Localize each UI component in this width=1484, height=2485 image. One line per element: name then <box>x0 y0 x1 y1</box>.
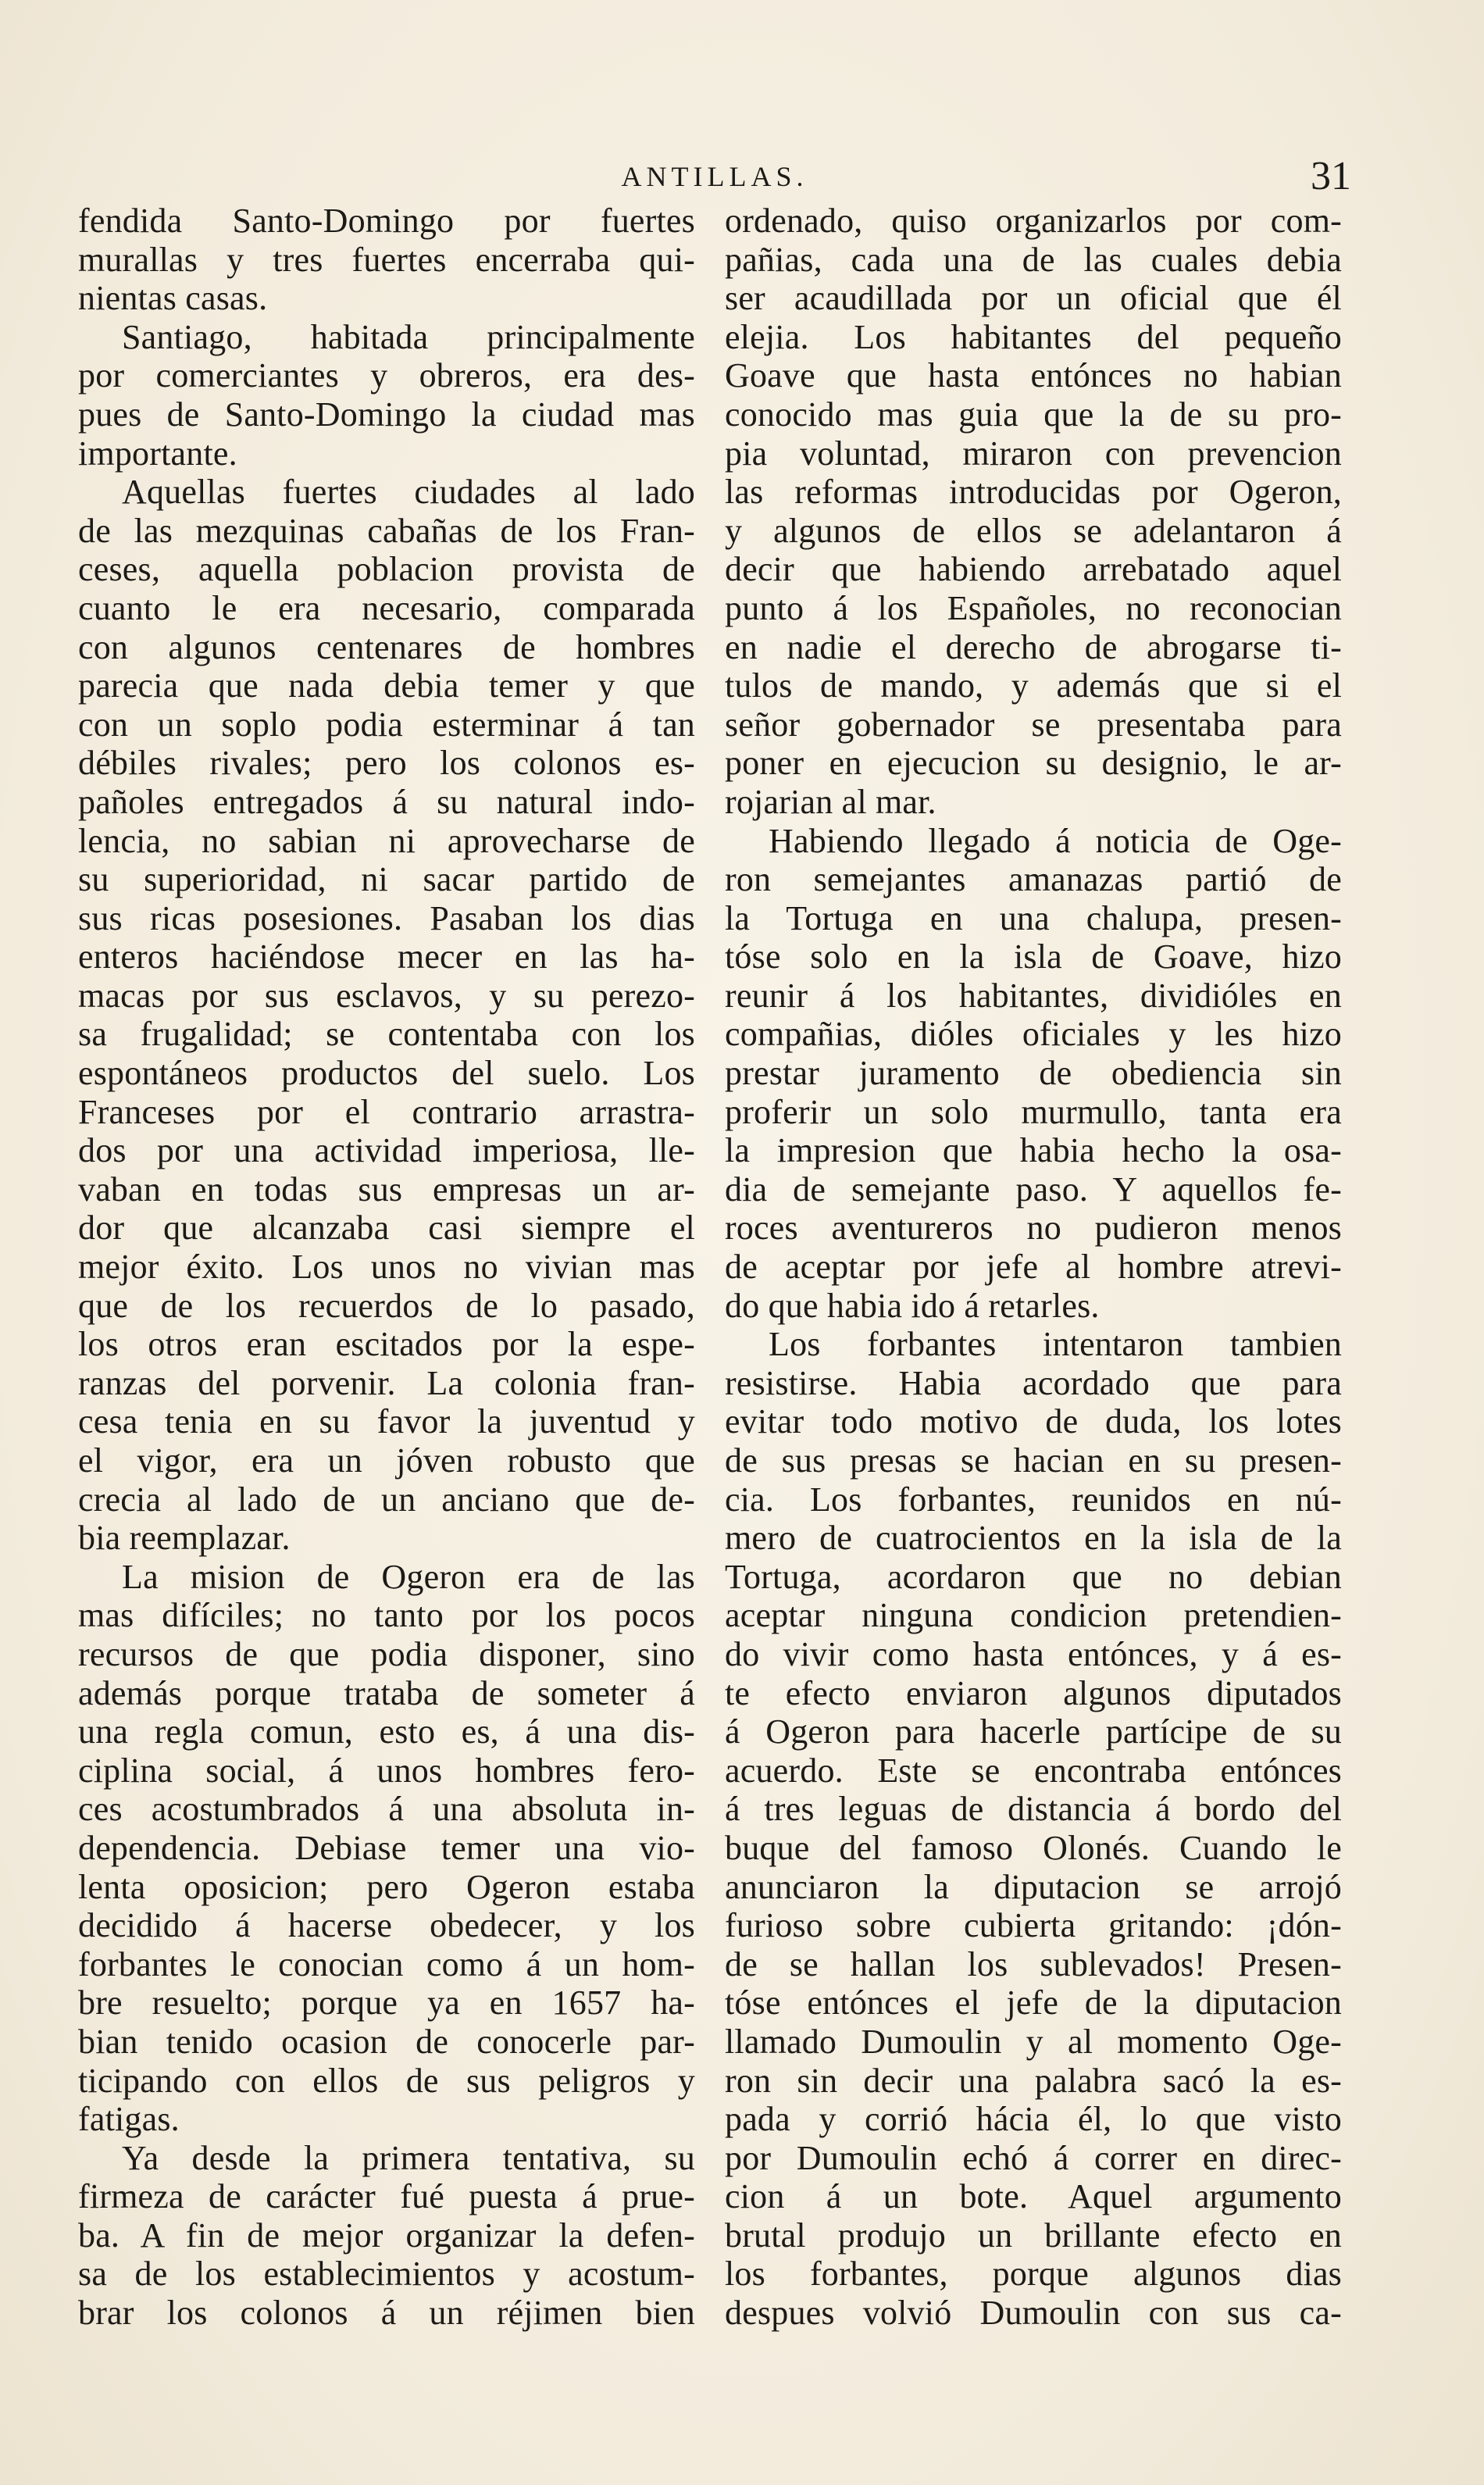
text-line: á Ogeron para hacerle partícipe de su <box>725 1712 1342 1751</box>
text-line: bian tenido ocasion de conocerle par- <box>78 2022 695 2061</box>
text-line: tulos de mando, y además que si el <box>725 666 1342 705</box>
text-line: ceses, aquella poblacion provista de <box>78 550 695 589</box>
text-line: brutal produjo un brillante efecto en <box>725 2215 1342 2255</box>
text-line: proferir un solo murmullo, tanta era <box>725 1092 1342 1131</box>
text-line: cesa tenia en su favor la juventud y <box>78 1402 695 1441</box>
text-line: á tres leguas de distancia á bordo del <box>725 1790 1342 1829</box>
text-line: cia. Los forbantes, reunidos en nú- <box>725 1480 1342 1519</box>
text-line: ron sin decir una palabra sacó la es- <box>725 2061 1342 2100</box>
running-head-title: ANTILLAS. <box>621 161 808 192</box>
text-line: buque del famoso Olonés. Cuando le <box>725 1828 1342 1867</box>
text-line: decidido á hacerse obedecer, y los <box>78 1906 695 1945</box>
page-number: 31 <box>1311 154 1351 198</box>
text-line: una regla comun, esto es, á una dis- <box>78 1712 695 1751</box>
text-line: recursos de que podia disponer, sino <box>78 1634 695 1673</box>
text-line: Ya desde la primera tentativa, su <box>122 2138 695 2177</box>
text-line: con algunos centenares de hombres <box>78 627 695 666</box>
text-line: bia reemplazar. <box>78 1519 291 1558</box>
text-line: macas por sus esclavos, y su perezo- <box>78 976 695 1015</box>
text-line: punto á los Españoles, no reconocian <box>725 588 1342 627</box>
text-line: parecia que nada debia temer y que <box>78 666 695 705</box>
text-line: poner en ejecucion su designio, le ar- <box>725 744 1342 783</box>
text-line: tóse solo en la isla de Goave, hizo <box>725 937 1342 977</box>
text-line: mero de cuatrocientos en la isla de la <box>725 1519 1342 1558</box>
text-line: dia de semejante paso. Y aquellos fe- <box>725 1169 1342 1209</box>
text-line: acuerdo. Este se encontraba entónces <box>725 1751 1342 1790</box>
text-line: señor gobernador se presentaba para <box>725 705 1342 744</box>
text-line: que de los recuerdos de lo pasado, <box>78 1286 695 1325</box>
text-line: dependencia. Debiase temer una vio- <box>78 1828 695 1867</box>
text-line: fatigas. <box>78 2100 180 2139</box>
text-line: la Tortuga en una chalupa, presen- <box>725 898 1342 937</box>
text-line: ser acaudillada por un oficial que él <box>725 279 1342 318</box>
text-line: con un soplo podia esterminar á tan <box>78 705 695 744</box>
text-line: lenta oposicion; pero Ogeron estaba <box>78 1867 695 1906</box>
text-line: ordenado, quiso organizarlos por com- <box>725 202 1342 240</box>
text-line: Aquellas fuertes ciudades al lado <box>122 473 695 512</box>
text-line: enteros haciéndose mecer en las ha- <box>78 937 695 977</box>
text-line: por comerciantes y obreros, era des- <box>78 356 695 395</box>
text-line: pada y corrió hácia él, lo que visto <box>725 2100 1342 2139</box>
text-line: evitar todo motivo de duda, los lotes <box>725 1402 1342 1441</box>
text-line: murallas y tres fuertes encerraba qui- <box>78 240 695 279</box>
text-line: elejia. Los habitantes del pequeño <box>725 317 1342 356</box>
text-line: Goave que hasta entónces no habian <box>725 356 1342 395</box>
left-column <box>78 202 695 2333</box>
text-line: importante. <box>78 434 237 473</box>
text-line: aceptar ninguna condicion pretendien- <box>725 1596 1342 1635</box>
text-line: los otros eran escitados por la espe- <box>78 1325 695 1364</box>
text-line: mejor éxito. Los unos no vivian mas <box>78 1248 695 1287</box>
text-line: las reformas introducidas por Ogeron, <box>725 473 1342 512</box>
text-line: resistirse. Habia acordado que para <box>725 1363 1342 1402</box>
text-line: por Dumoulin echó á correr en direc- <box>725 2138 1342 2177</box>
text-line: La mision de Ogeron era de las <box>122 1557 695 1596</box>
text-line: despues volvió Dumoulin con sus ca- <box>725 2294 1342 2333</box>
text-line: cion á un bote. Aquel argumento <box>725 2177 1342 2216</box>
text-line: pañoles entregados á su natural indo- <box>78 782 695 821</box>
text-line: crecia al lado de un anciano que de- <box>78 1480 695 1519</box>
text-line: prestar juramento de obediencia sin <box>725 1054 1342 1093</box>
text-line: reunir á los habitantes, dividióles en <box>725 976 1342 1015</box>
text-line: ciplina social, á unos hombres fero- <box>78 1751 695 1790</box>
right-column <box>725 202 1342 2333</box>
text-line: lencia, no sabian ni aprovecharse de <box>78 821 695 860</box>
text-line: ranzas del porvenir. La colonia fran- <box>78 1363 695 1402</box>
text-line: ron semejantes amanazas partió de <box>725 860 1342 899</box>
text-line: en nadie el derecho de abrogarse ti- <box>725 627 1342 666</box>
text-line: decir que habiendo arrebatado aquel <box>725 550 1342 589</box>
text-line: dos por una actividad imperiosa, lle- <box>78 1131 695 1170</box>
text-line: ticipando con ellos de sus peligros y <box>78 2061 695 2100</box>
text-line: nientas casas. <box>78 279 268 318</box>
text-line: bre resuelto; porque ya en 1657 ha- <box>78 1983 695 2023</box>
text-line: te efecto enviaron algunos diputados <box>725 1673 1342 1712</box>
text-line: sa frugalidad; se contentaba con los <box>78 1015 695 1054</box>
text-line: Franceses por el contrario arrastra- <box>78 1092 695 1131</box>
text-line: llamado Dumoulin y al momento Oge- <box>725 2022 1342 2061</box>
text-line: Tortuga, acordaron que no debian <box>725 1557 1342 1596</box>
text-line: y algunos de ellos se adelantaron á <box>725 511 1342 550</box>
text-line: cuanto le era necesario, comparada <box>78 588 695 627</box>
text-line: dor que alcanzaba casi siempre el <box>78 1209 695 1248</box>
text-line: ba. A fin de mejor organizar la defen- <box>78 2215 695 2255</box>
text-line: roces aventureros no pudieron menos <box>725 1209 1342 1248</box>
text-line: pañias, cada una de las cuales debia <box>725 240 1342 279</box>
text-line: ces acostumbrados á una absoluta in- <box>78 1790 695 1829</box>
text-line: furioso sobre cubierta gritando: ¡dón- <box>725 1906 1342 1945</box>
text-line: su superioridad, ni sacar partido de <box>78 860 695 899</box>
text-line: forbantes le conocian como á un hom- <box>78 1944 695 1983</box>
text-line: pues de Santo-Domingo la ciudad mas <box>78 395 695 434</box>
text-line: de las mezquinas cabañas de los Fran- <box>78 511 695 550</box>
text-line: vaban en todas sus empresas un ar- <box>78 1169 695 1209</box>
text-line: mas difíciles; no tanto por los pocos <box>78 1596 695 1635</box>
text-line: débiles rivales; pero los colonos es- <box>78 744 695 783</box>
text-line: Los forbantes intentaron tambien <box>769 1325 1342 1364</box>
text-line: sus ricas posesiones. Pasaban los dias <box>78 898 695 937</box>
text-line: sa de los establecimientos y acostum- <box>78 2255 695 2294</box>
text-line: de aceptar por jefe al hombre atrevi- <box>725 1248 1342 1287</box>
text-line: firmeza de carácter fué puesta á prue- <box>78 2177 695 2216</box>
text-line: brar los colonos á un réjimen bien <box>78 2294 695 2333</box>
text-line: compañias, dióles oficiales y les hizo <box>725 1015 1342 1054</box>
text-line: pia voluntad, miraron con prevencion <box>725 434 1342 473</box>
text-line: el vigor, era un jóven robusto que <box>78 1441 695 1480</box>
text-line: do que habia ido á retarles. <box>725 1286 1100 1325</box>
running-head <box>78 153 1351 200</box>
text-line: de sus presas se hacian en su presen- <box>725 1441 1342 1480</box>
text-line: Santiago, habitada principalmente <box>122 317 695 356</box>
text-line: conocido mas guia que la de su pro- <box>725 395 1342 434</box>
text-line: rojarian al mar. <box>725 782 936 821</box>
text-line: tóse entónces el jefe de la diputacion <box>725 1983 1342 2023</box>
text-line: do vivir como hasta entónces, y á es- <box>725 1634 1342 1673</box>
text-line: anunciaron la diputacion se arrojó <box>725 1867 1342 1906</box>
text-line: Habiendo llegado á noticia de Oge- <box>769 821 1342 860</box>
text-line: espontáneos productos del suelo. Los <box>78 1054 695 1093</box>
text-line: además porque trataba de someter á <box>78 1673 695 1712</box>
text-line: de se hallan los sublevados! Presen- <box>725 1944 1342 1983</box>
text-line: los forbantes, porque algunos dias <box>725 2255 1342 2294</box>
text-line: fendida Santo-Domingo por fuertes <box>78 202 695 240</box>
text-line: la impresion que habia hecho la osa- <box>725 1131 1342 1170</box>
